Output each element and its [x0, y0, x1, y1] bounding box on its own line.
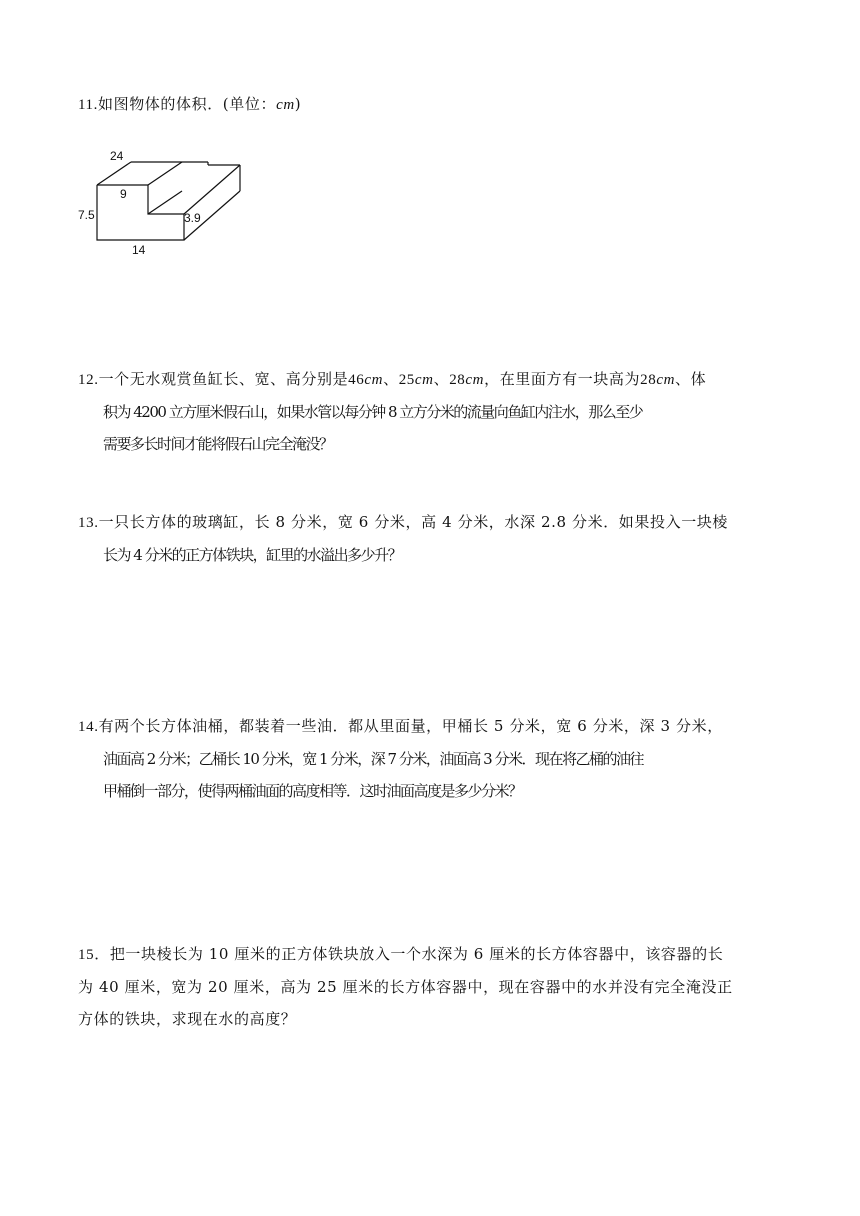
unit-text: cm	[656, 372, 676, 388]
unit-text: cm	[364, 372, 384, 388]
closing-paren: )	[294, 95, 302, 113]
question-11	[78, 88, 790, 121]
question-number: 11.	[78, 97, 98, 113]
question-12-line-3: 需要多长时间才能将假石山完全淹没？	[103, 435, 333, 453]
front-face	[97, 185, 184, 240]
question-15-line-1	[78, 938, 790, 971]
step-solid-figure	[74, 140, 274, 265]
question-14-line-1	[78, 710, 790, 743]
separator: 、	[433, 370, 450, 388]
question-number: 14.	[78, 719, 99, 735]
depth-edge	[97, 162, 131, 185]
question-text: 有两个长方体油桶，都装着一些油．都从里面量，甲桶长 5 分米，宽 6 分米，深 3 分米，	[98, 717, 723, 735]
unit-text: cm	[414, 372, 434, 388]
question-text: 一个无水观赏鱼缸长、宽、高分别是	[98, 370, 349, 388]
label-3-9: 3.9	[184, 211, 201, 225]
label-14: 14	[132, 243, 146, 257]
question-12	[78, 363, 790, 460]
question-13-line-1	[78, 506, 790, 539]
question-15	[78, 938, 790, 1035]
depth-edge	[184, 165, 240, 214]
value: 28	[449, 372, 466, 388]
value: 28	[640, 372, 657, 388]
question-14	[78, 710, 790, 807]
separator: 、	[383, 370, 399, 388]
unit-text: cm	[276, 97, 295, 113]
question-12-line-2: 积为 4200 立方厘米假石山，如果水管以每分钟 8 立方分米的流量向鱼缸内注水，那么至少	[103, 403, 643, 421]
question-13-line-2: 长为 4 分米的正方体铁块，缸里的水溢出多少升？	[103, 546, 402, 564]
question-text: 把一块棱长为 10 厘米的正方体铁块放入一个水深为 6 厘米的长方体容器中，该容器的长	[109, 945, 724, 963]
depth-edge	[148, 162, 182, 185]
question-15-line-2: 为 40 厘米，宽为 20 厘米，高为 25 厘米的长方体容器中，现在容器中的水并没有完全淹没正	[78, 978, 733, 996]
value: 25	[398, 372, 415, 388]
question-number: 13.	[78, 515, 99, 531]
question-13	[78, 506, 790, 571]
question-text: ，在里面方有一块高为	[484, 370, 641, 388]
value: 46	[348, 372, 365, 388]
question-text: 一只长方体的玻璃缸，长 8 分米，宽 6 分米，高 4 分米，水深 2.8 分米．如果投入一块棱	[98, 513, 728, 531]
question-number: 15．	[78, 947, 110, 963]
question-11-line	[78, 88, 790, 121]
unit-text: cm	[465, 372, 485, 388]
question-number: 12.	[78, 372, 99, 388]
question-14-line-3: 甲桶倒一部分，使得两桶油面的高度相等．这时油面高度是多少分米？	[103, 782, 522, 800]
question-12-line-1	[78, 363, 790, 396]
depth-edge	[148, 191, 182, 214]
question-text: 如图物体的体积．(单位：	[98, 95, 277, 113]
label-9: 9	[120, 187, 127, 201]
question-text: 、体	[675, 370, 707, 388]
question-14-line-2: 油面高 2 分米；乙桶长 10 分米，宽 1 分米，深 7 分米，油面高 3 分米．现在将乙桶的油往	[103, 750, 643, 768]
label-24: 24	[110, 149, 124, 163]
question-15-line-3: 方体的铁块，求现在水的高度？	[78, 1010, 297, 1028]
label-7-5: 7.5	[78, 208, 95, 222]
